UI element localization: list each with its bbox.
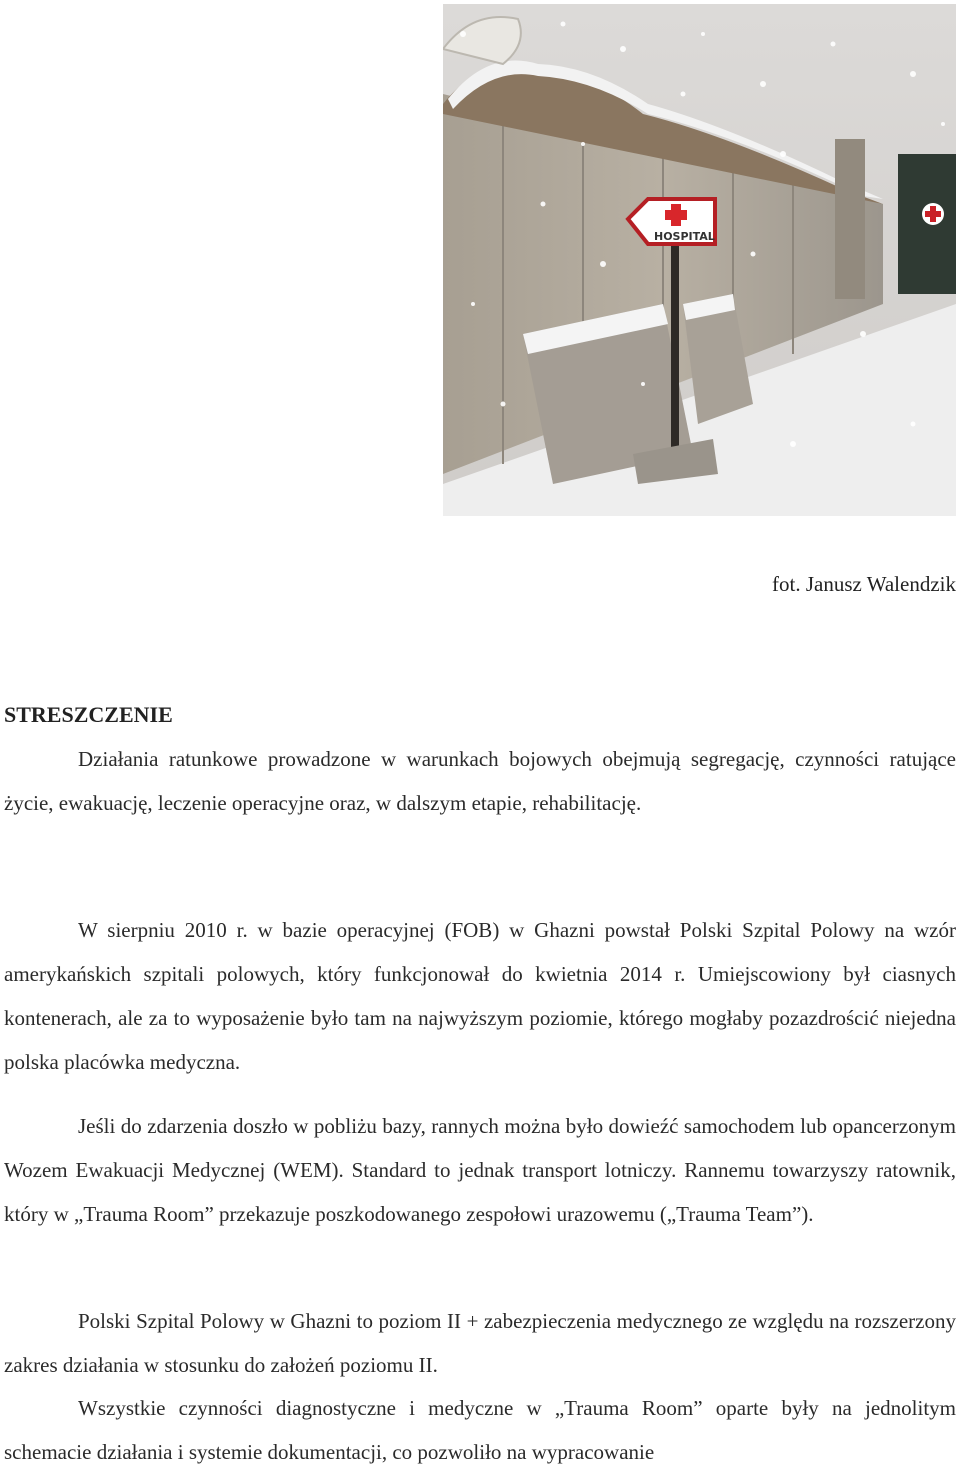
svg-text:HOSPITAL: HOSPITAL	[654, 230, 715, 243]
paragraph: Polski Szpital Polowy w Ghazni to poziom II + zabezpieczenia medycznego ze względu na rozszerzony zakres działania w stosunku do założeń poziomu II.	[4, 1309, 956, 1377]
paragraph: Jeśli do zdarzenia doszło w pobliżu bazy, rannych można było dowieźć samochodem lub opancerzonym Wozem Ewakuacji Medycznej (WEM). Standard to jednak transport lotniczy. Rannemu towarzyszy ratownik, który w „Trauma Room” przekazuje poszkodowanego zespołowi urazowemu („Trauma Team”).	[4, 1114, 956, 1226]
hospital-sign-photo	[443, 4, 956, 516]
paragraph: Działania ratunkowe prowadzone w warunkach bojowych obejmują segregację, czynności ratujące życie, ewakuację, leczenie operacyjne oraz, w dalszym etapie, rehabilitację.	[4, 747, 956, 815]
section-heading: STRESZCZENIE	[4, 702, 173, 727]
photo-caption: fot. Janusz Walendzik	[772, 572, 956, 596]
paragraph: Wszystkie czynności diagnostyczne i medyczne w „Trauma Room” oparte były na jednolitym schemacie działania i systemie dokumentacji, co pozwoliło na wypracowanie	[4, 1396, 956, 1464]
paragraph: W sierpniu 2010 r. w bazie operacyjnej (FOB) w Ghazni powstał Polski Szpital Polowy na wzór amerykańskich szpitali polowych, który funkcjonował do kwietnia 2014 r. Umiejscowiony był ciasnych kontenerach, ale za to wyposażenie było tam na najwyższym poziomie, którego mogłaby pozazdrościć niejedna polska placówka medyczna.	[4, 918, 956, 1074]
